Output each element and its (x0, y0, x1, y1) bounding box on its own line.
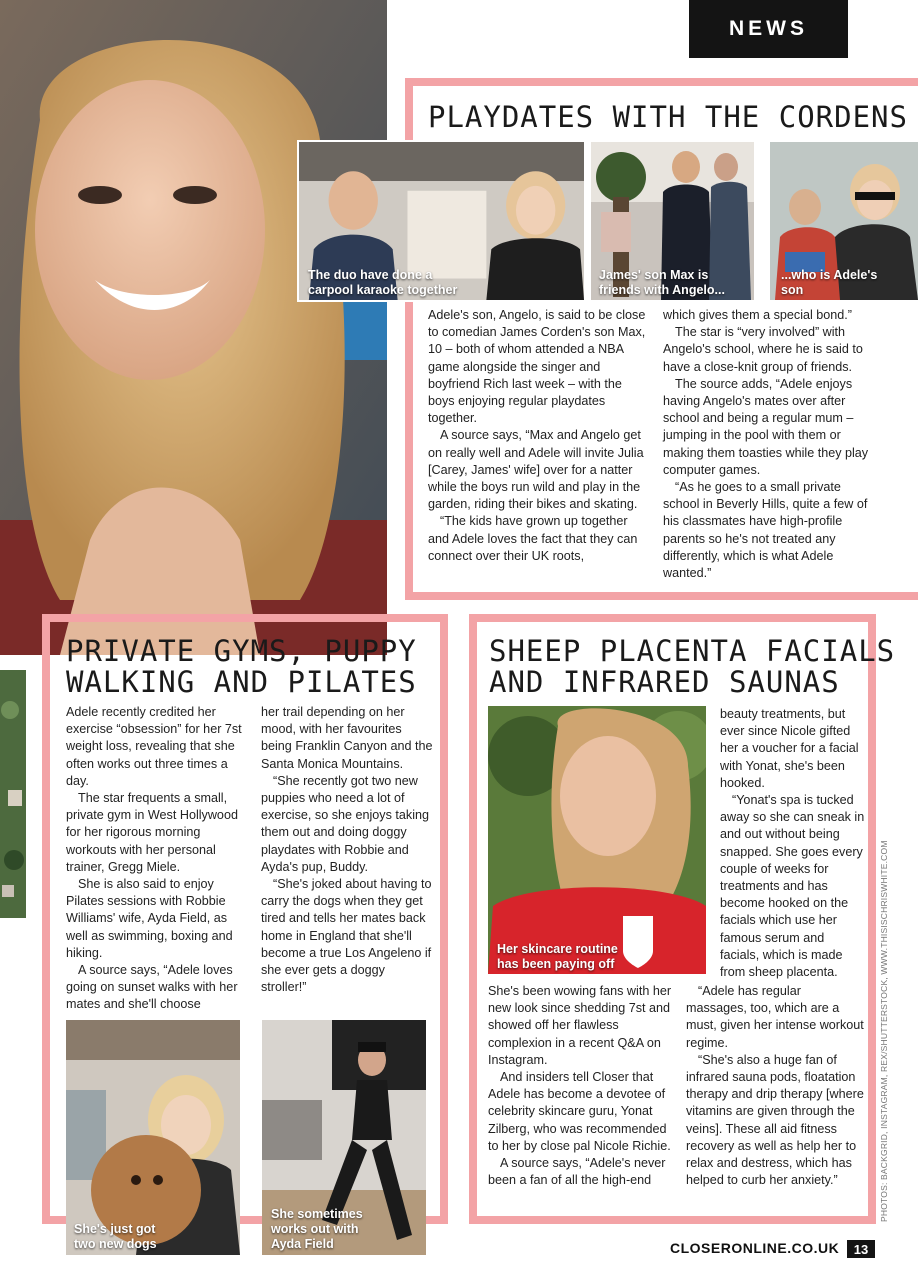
facials-column-left (488, 983, 673, 1189)
facials-headline: SHEEP PLACENTA FACIALS AND INFRARED SAUNAS (489, 634, 896, 699)
paragraph: A source says, “Max and Angelo get on really well and Adele will invite Julia [Carey, James' wife] over for a natter while the boys run wild and play in the garden, riding their bikes and skating. (428, 428, 644, 512)
gyms-column-2 (261, 704, 433, 996)
carpool-caption: The duo have done a carpool karaoke together (308, 268, 458, 297)
paragraph: She is also said to enjoy Pilates sessions with Robbie Williams' wife, Ayda Field, as well as swimming, boxing and hiking. (66, 877, 233, 960)
gyms-headline: PRIVATE GYMS, PUPPY WALKING AND PILATES (66, 634, 417, 699)
paragraph: beauty treatments, but ever since Nicole gifted her a voucher for a facial with Yonat, she's been hooked. (720, 707, 859, 790)
paragraph: “She's also a huge fan of infrared sauna pods, floatation therapy and drip therapy [where vitamins are given through the veins]. These all aid fitness recovery as well as help her to relax and destress, which has helped to curb her anxiety.” (686, 1052, 864, 1188)
paragraph: “Yonat's spa is tucked away so she can sneak in and out without being snapped. She goes every couple of weeks for treatments and has become hooked on the facials which use her famous serum and facials, which is made from sheep placenta. (720, 793, 865, 980)
playdates-headline: PLAYDATES WITH THE CORDENS (428, 100, 908, 134)
footer-site-link[interactable]: CLOSERONLINE.CO.UK (670, 1240, 840, 1256)
aerial-photo-strip (0, 670, 26, 918)
workout-caption: She sometimes works out with Ayda Field (271, 1207, 363, 1251)
facials-column-right (686, 983, 864, 1189)
paragraph: “She's joked about having to carry the dogs when they get tired and tells her mates back home in England that she'll become a true Los Angeleno if she ever gets a doggy stroller!” (261, 877, 432, 995)
facials-column-top (720, 706, 865, 981)
photo-credits: PHOTOS: BACKGRID, INSTAGRAM, REX/SHUTTERSTOCK, WWW.THISISCHRISWHITE.COM (879, 840, 889, 1222)
dogs-caption: She's just got two new dogs (74, 1222, 157, 1251)
paragraph: “Adele has regular massages, too, which are a must, given her intense workout regime. (686, 984, 864, 1050)
paragraph: Adele's son, Angelo, is said to be close to comedian James Corden's son Max, 10 – both of whom attended a NBA game alongside the singer and boyfriend Rich last week – with the boys enjoying regular playdates together. (428, 308, 646, 426)
skincare-caption: Her skincare routine has been paying off (497, 942, 618, 971)
page-number: 13 (847, 1240, 875, 1258)
section-tag: NEWS (689, 0, 848, 58)
hero-photo-adele (0, 0, 387, 655)
playdates-column-1 (428, 307, 648, 565)
paragraph: “She recently got two new puppies who need a lot of exercise, so she enjoys taking them out and doing doggy playdates with Robbie and Ayda's pup, Buddy. (261, 773, 430, 874)
skincare-photo (488, 706, 706, 974)
gyms-column-1 (66, 704, 246, 1014)
paragraph: which gives them a special bond.” (663, 308, 853, 322)
playdates-column-2 (663, 307, 875, 582)
paragraph: “The kids have grown up together and Adele loves the fact that they can connect over their UK roots, (428, 514, 638, 563)
paragraph: A source says, “Adele's never been a fan of all the high-end (488, 1156, 666, 1188)
paragraph: And insiders tell Closer that Adele has become a devotee of celebrity skincare guru, Yonat Zilberg, who was recommended to her by close pal Nicole Richie. (488, 1070, 671, 1153)
paragraph: She's been wowing fans with her new look since shedding 7st and showed off her flawless complexion in a recent Q&A on Instagram. (488, 984, 672, 1067)
paragraph: “As he goes to a small private school in Beverly Hills, quite a few of his classmates have high-profile parents so he's not treated any differently, which is what Adele wanted.” (663, 480, 868, 581)
paragraph: The source adds, “Adele enjoys having Angelo's mates over after school and being a regular mum – jumping in the pool with them or making them toasties while they play computer games. (663, 376, 869, 477)
angelo-caption: ...who is Adele's son (781, 268, 878, 297)
paragraph: The star frequents a small, private gym in West Hollywood for her rigorous morning workouts with her personal trainer, Gregg Miele. (66, 791, 238, 874)
paragraph: her trail depending on her mood, with her favourites being Franklin Canyon and the Santa Monica Mountains. (261, 705, 433, 771)
max-caption: James' son Max is friends with Angelo... (599, 268, 725, 297)
paragraph: A source says, “Adele loves going on sunset walks with her mates and she'll choose (66, 963, 238, 1012)
dogs-photo (66, 1020, 240, 1255)
paragraph: The star is “very involved” with Angelo's school, where he is said to have a close-knit group of friends. (663, 325, 863, 374)
paragraph: Adele recently credited her exercise “obsession” for her 7st weight loss, revealing that she often works out three times a day. (66, 705, 242, 788)
